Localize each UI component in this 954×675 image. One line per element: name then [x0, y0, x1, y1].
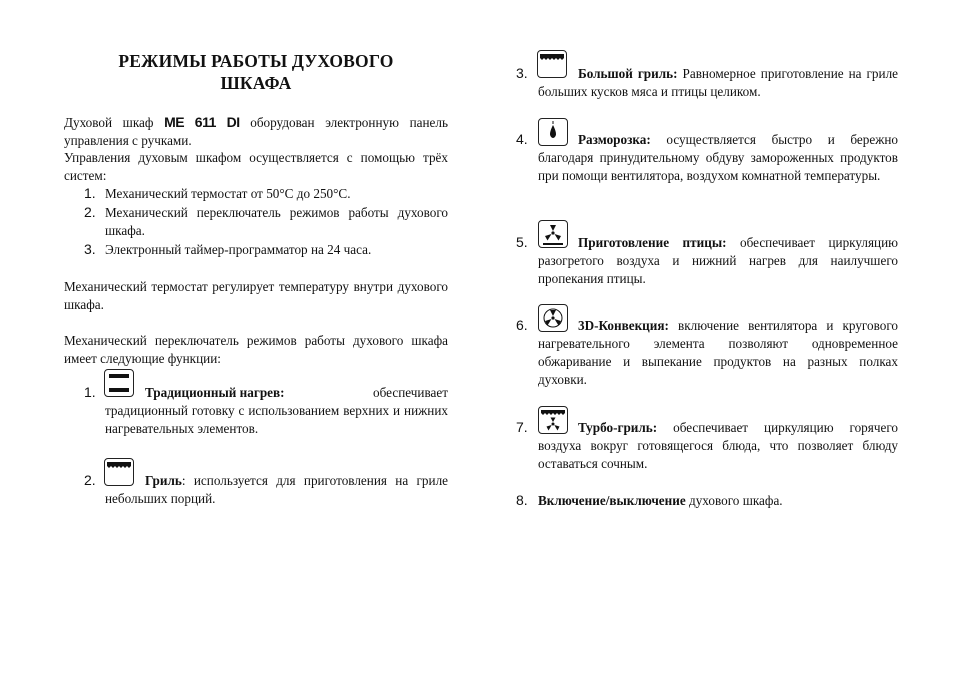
- mode-item-4: [538, 131, 898, 185]
- mode-desc-text-3: Равномерное приготовление на гриле больших кусков мяса и птицы целиком.: [538, 66, 899, 99]
- mode-name-5: Приготовление птицы:: [578, 235, 727, 250]
- page-title-line-1: РЕЖИМЫ РАБОТЫ ДУХОВОГО: [118, 51, 394, 71]
- model-name: ME 611 DI: [164, 114, 240, 130]
- mode-number-2: 2.: [84, 472, 96, 488]
- mode-desc-text-2: : используется для приготовления на гриле небольших порций.: [105, 473, 448, 506]
- mode-desc-text-5: обеспечивает циркуляцию разогретого воздуха и нижний нагрев для наилучшего пропекания птицы.: [538, 235, 899, 286]
- mode-name-1: Традиционный нагрев:: [145, 385, 285, 400]
- mode-item-8: [538, 492, 898, 510]
- page-title: [64, 50, 448, 94]
- intro-text-end: оборудован электронную панель управления с ручками.: [64, 115, 449, 148]
- mode-desc-text-8: духового шкафа.: [689, 493, 783, 508]
- intro-paragraph: [64, 113, 448, 150]
- mode-item-5: [538, 234, 898, 288]
- mode-name-6: 3D-Конвекция:: [578, 318, 669, 333]
- system-number-3: 3.: [84, 241, 96, 257]
- mode-desc-1: [105, 384, 448, 438]
- thermostat-paragraph: Механический термостат регулирует температуру внутри духового шкафа.: [64, 279, 448, 312]
- mode-number-1: 1.: [84, 384, 96, 400]
- mode-item-3: [538, 65, 898, 101]
- mode-name-3: Большой гриль:: [578, 66, 678, 81]
- mode-number-3: 3.: [516, 65, 528, 81]
- system-item-1: Механический термостат от 50°C до 250°C.: [105, 186, 351, 201]
- mode-number-7: 7.: [516, 419, 528, 435]
- mode-item-7: [538, 419, 898, 473]
- system-number-2: 2.: [84, 204, 96, 220]
- mode-desc-text-4: осуществляется быстро и бережно благодаря принудительному обдуву замороженных продуктов при помощи вентилятора, воздухом комнатной температуры.: [538, 132, 898, 183]
- mode-number-4: 4.: [516, 131, 528, 147]
- mode-number-6: 6.: [516, 317, 528, 333]
- intro-text-start: Духовой шкаф: [64, 115, 154, 130]
- mode-name-8: Включение/выключение: [538, 493, 686, 508]
- mode-name-4: Разморозка:: [578, 132, 651, 147]
- page-title-line-2: ШКАФА: [220, 73, 292, 93]
- mode-item-2: [105, 472, 448, 508]
- mode-desc-text-1: обеспечивает традиционный готовку с использованием верхних и нижних нагревательных элементов.: [105, 385, 448, 436]
- system-item-2: Механический переключатель режимов работы духового шкафа.: [105, 205, 448, 238]
- mode-item-6: [538, 317, 898, 389]
- mode-desc-text-6: включение вентилятора и кругового нагревательного элемента позволяют одновременное обжаривание и выпекание продуктов на разных полках духовки.: [538, 318, 898, 387]
- mode-number-5: 5.: [516, 234, 528, 250]
- control-intro: Управления духовым шкафом осуществляется с помощью трёх систем:: [64, 150, 448, 183]
- system-number-1: 1.: [84, 185, 96, 201]
- mode-name-2: Гриль: [145, 473, 182, 488]
- switch-paragraph: Механический переключатель режимов работы духового шкафа имеет следующие функции:: [64, 333, 448, 366]
- mode-number-8: 8.: [516, 492, 528, 508]
- mode-desc-text-7: обеспечивает циркуляцию горячего воздуха вокруг готовящегося блюда, что позволяет блюду оставаться сочным.: [538, 420, 898, 471]
- mode-name-7: Турбо-гриль:: [578, 420, 658, 435]
- system-item-3: Электронный таймер-программатор на 24 часа.: [105, 242, 372, 257]
